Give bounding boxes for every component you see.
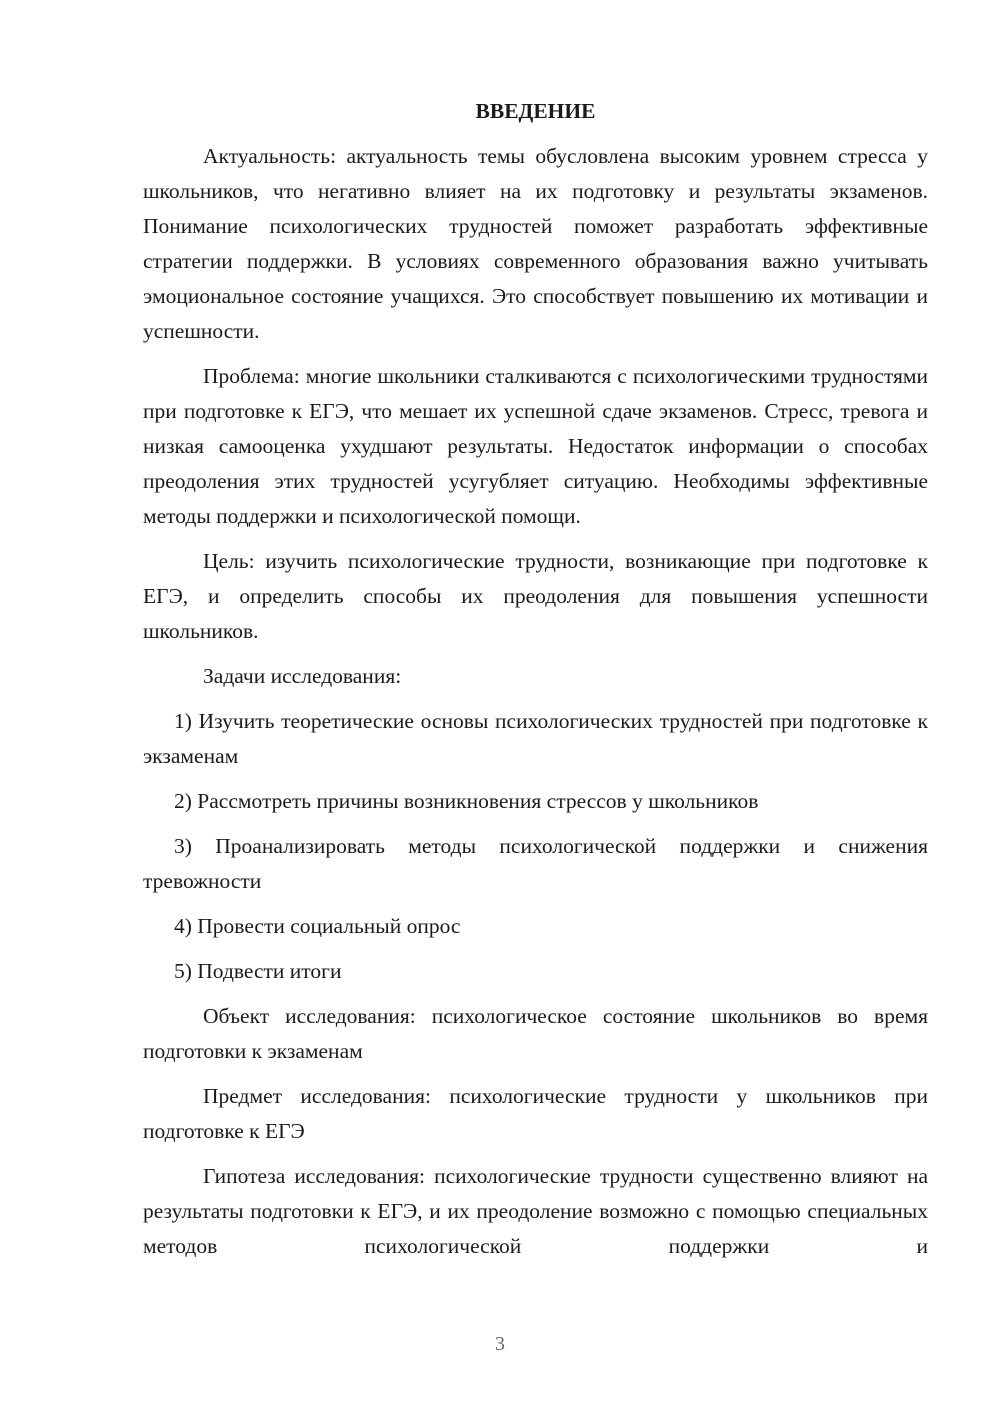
paragraph-goal: Цель: изучить психологические трудности, возникающие при подготовке к ЕГЭ, и определить способы их преодоления для повышения успешности школьников. [143, 549, 928, 643]
task-item-5: 5) Подвести итоги [174, 959, 342, 983]
paragraph-relevance: Актуальность: актуальность темы обусловлена высоким уровнем стресса у школьников, что негативно влияет на их подготовку и результаты экзаменов. Понимание психологических трудностей поможет разработать эффективные стратегии поддержки. В условиях современного образования важно учитывать эмоциональное состояние учащихся. Это способствует повышению их мотивации и успешности. [143, 144, 928, 343]
task-item-3: 3) Проанализировать методы психологической поддержки и снижения тревожности [143, 834, 928, 893]
paragraph-object: Объект исследования: психологическое состояние школьников во время подготовки к экзаменам [143, 1004, 928, 1063]
paragraph-subject: Предмет исследования: психологические трудности у школьников при подготовке к ЕГЭ [143, 1084, 928, 1143]
section-heading: ВВЕДЕНИЕ [475, 99, 596, 123]
task-item-2: 2) Рассмотреть причины возникновения стрессов у школьников [174, 789, 759, 813]
paragraph-hypothesis: Гипотеза исследования: психологические трудности существенно влияют на результаты подготовки к ЕГЭ, и их преодоление возможно с помощью специальных методов психологической поддержки и [143, 1164, 928, 1258]
task-item-4: 4) Провести социальный опрос [174, 914, 461, 938]
document-page [143, 96, 928, 1274]
task-item-1: 1) Изучить теоретические основы психологических трудностей при подготовке к экзаменам [143, 709, 928, 768]
paragraph-problem: Проблема: многие школьники сталкиваются с психологическими трудностями при подготовке к ЕГЭ, что мешает их успешной сдаче экзаменов. Стресс, тревога и низкая самооценка ухудшают результаты. Недостаток информации о способах преодоления этих трудностей усугубляет ситуацию. Необходимы эффективные методы поддержки и психологической помощи. [143, 364, 928, 528]
page-number: 3 [495, 1333, 505, 1355]
paragraph-tasks-intro: Задачи исследования: [203, 664, 402, 688]
